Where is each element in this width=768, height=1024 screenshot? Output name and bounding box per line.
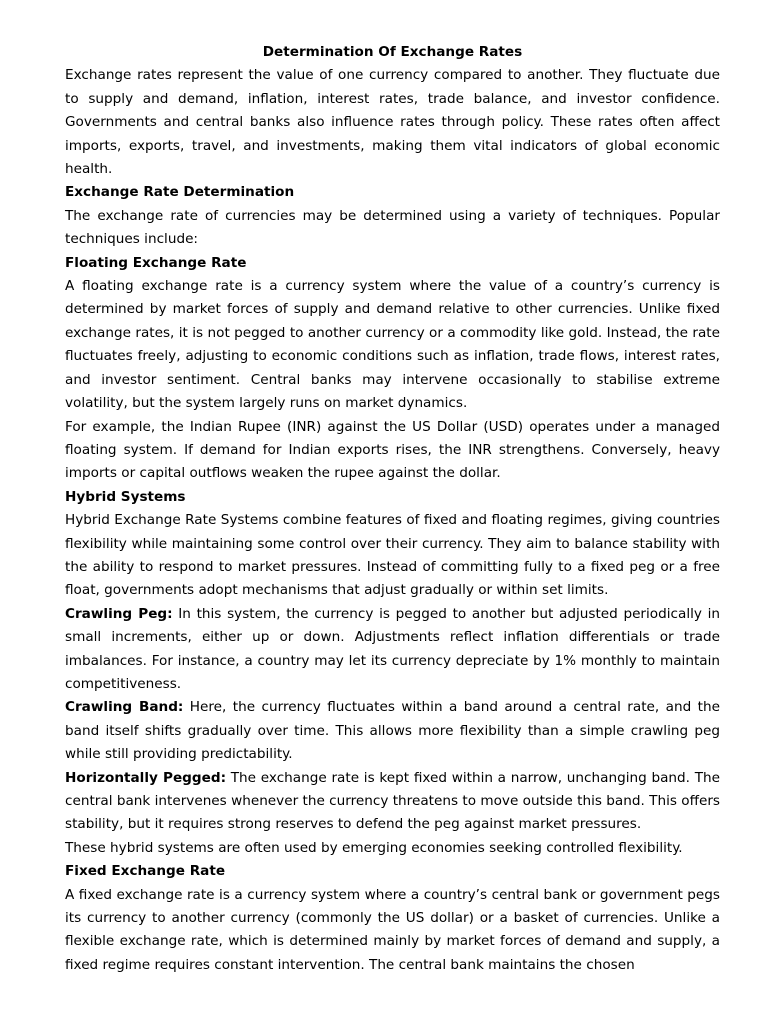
hybrid-closing-paragraph: These hybrid systems are often used by emerging economies seeking controlled flexibility. bbox=[65, 839, 683, 856]
crawling-band-paragraph bbox=[65, 696, 720, 766]
fixed-paragraph-1: A fixed exchange rate is a currency system where a country’s central bank or government pegs its currency to another currency (commonly the US dollar) or a basket of currencies. Unlike a flexible exchange rate, which is determined mainly by market forces of demand and supply, a fixed regime requires constant intervention. The central bank maintains the chosen bbox=[65, 886, 720, 973]
crawling-band-term: Crawling Band: bbox=[65, 699, 184, 716]
crawling-peg-text: In this system, the currency is pegged to another but adjusted periodically in small increments, either up or down. Adjustments reflect inflation differentials or trade imbalances. For instance, a country may let its currency depreciate by 1% monthly to maintain competitiveness. bbox=[65, 605, 720, 692]
heading-floating-exchange-rate: Floating Exchange Rate bbox=[65, 254, 247, 271]
horizontally-pegged-term: Horizontally Pegged: bbox=[65, 769, 227, 786]
floating-paragraph-2: For example, the Indian Rupee (INR) against the US Dollar (USD) operates under a managed floating system. If demand for Indian exports rises, the INR strengthens. Conversely, heavy imports or capital outflows weaken the rupee against the dollar. bbox=[65, 418, 720, 482]
document-title: Determination Of Exchange Rates bbox=[262, 44, 523, 60]
horizontally-pegged-text: The exchange rate is kept fixed within a narrow, unchanging band. The central bank intervenes whenever the currency threatens to move outside this band. This offers stability, but it requires strong reserves to defend the peg against market pressures. bbox=[65, 769, 720, 833]
heading-fixed-exchange-rate: Fixed Exchange Rate bbox=[65, 863, 226, 880]
horizontally-pegged-paragraph bbox=[65, 767, 720, 837]
hybrid-paragraph-1: Hybrid Exchange Rate Systems combine features of fixed and floating regimes, giving countries flexibility while maintaining some control over their currency. They aim to balance stability with the ability to respond to market pressures. Instead of committing fully to a fixed peg or a free float, governments adopt mechanisms that adjust gradually or within set limits. bbox=[65, 512, 720, 599]
heading-exchange-rate-determination: Exchange Rate Determination bbox=[65, 184, 295, 201]
crawling-peg-paragraph bbox=[65, 603, 720, 697]
floating-paragraph-1: A floating exchange rate is a currency system where the value of a country’s currency is determined by market forces of supply and demand relative to other currencies. Unlike fixed exchange rates, it is not pegged to another currency or a commodity like gold. Instead, the rate fluctuates freely, adjusting to economic conditions such as inflation, trade flows, interest rates, and investor sentiment. Central banks may intervene occasionally to stabilise extreme volatility, but the system largely runs on market dynamics. bbox=[65, 278, 720, 412]
heading-hybrid-systems: Hybrid Systems bbox=[65, 488, 186, 505]
crawling-peg-term: Crawling Peg: bbox=[65, 605, 173, 622]
crawling-band-text: Here, the currency fluctuates within a band around a central rate, and the band itself shifts gradually over time. This allows more flexibility than a simple crawling peg while still providing predictability. bbox=[65, 699, 720, 763]
intro-paragraph: Exchange rates represent the value of one currency compared to another. They fluctuate due to supply and demand, inflation, interest rates, trade balance, and investor confidence. Governments and central banks also influence rates through policy. These rates often affect imports, exports, travel, and investments, making them vital indicators of global economic health. bbox=[65, 67, 720, 178]
determination-paragraph: The exchange rate of currencies may be determined using a variety of techniques. Popular techniques include: bbox=[65, 207, 720, 248]
